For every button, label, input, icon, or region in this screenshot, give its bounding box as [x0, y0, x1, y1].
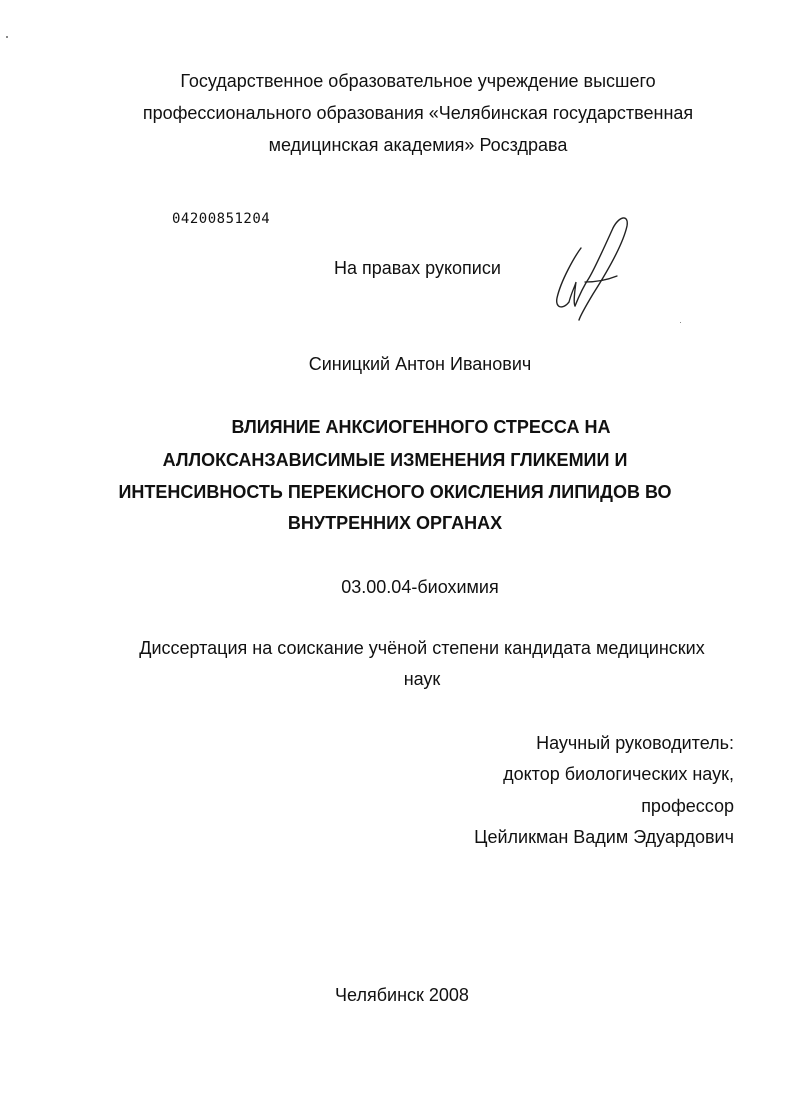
title-line: ВНУТРЕННИХ ОРГАНАХ [287, 513, 503, 533]
scan-speck [680, 322, 681, 323]
institution-line: Государственное образовательное учреждение высшего [180, 71, 656, 91]
title-line: ВЛИЯНИЕ АНКСИОГЕННОГО СТРЕССА НА [231, 417, 611, 437]
dissertation-line: наук [403, 669, 441, 689]
supervisor-degree: доктор биологических наук, [503, 764, 734, 784]
institution-line: профессионального образования «Челябинская государственная [142, 103, 694, 123]
institution-line: медицинская академия» Росздрава [268, 135, 568, 155]
signature-icon [545, 210, 640, 330]
supervisor-rank: профессор [641, 796, 734, 816]
scan-speck [6, 36, 8, 38]
title-line: АЛЛОКСАНЗАВИСИМЫЕ ИЗМЕНЕНИЯ ГЛИКЕМИИ И [162, 450, 628, 470]
document-code: 04200851204 [172, 211, 271, 227]
title-line: ИНТЕНСИВНОСТЬ ПЕРЕКИСНОГО ОКИСЛЕНИЯ ЛИПИДОВ ВО [118, 482, 672, 502]
specialty-code: 03.00.04-биохимия [341, 577, 499, 597]
author-name: Синицкий Антон Иванович [308, 354, 532, 374]
supervisor-label: Научный руководитель: [536, 733, 734, 753]
rights-notice: На правах рукописи [334, 258, 501, 278]
city-year: Челябинск 2008 [335, 985, 469, 1005]
supervisor-name: Цейликман Вадим Эдуардович [474, 827, 734, 847]
dissertation-line: Диссертация на соискание учёной степени кандидата медицинских [139, 638, 705, 658]
